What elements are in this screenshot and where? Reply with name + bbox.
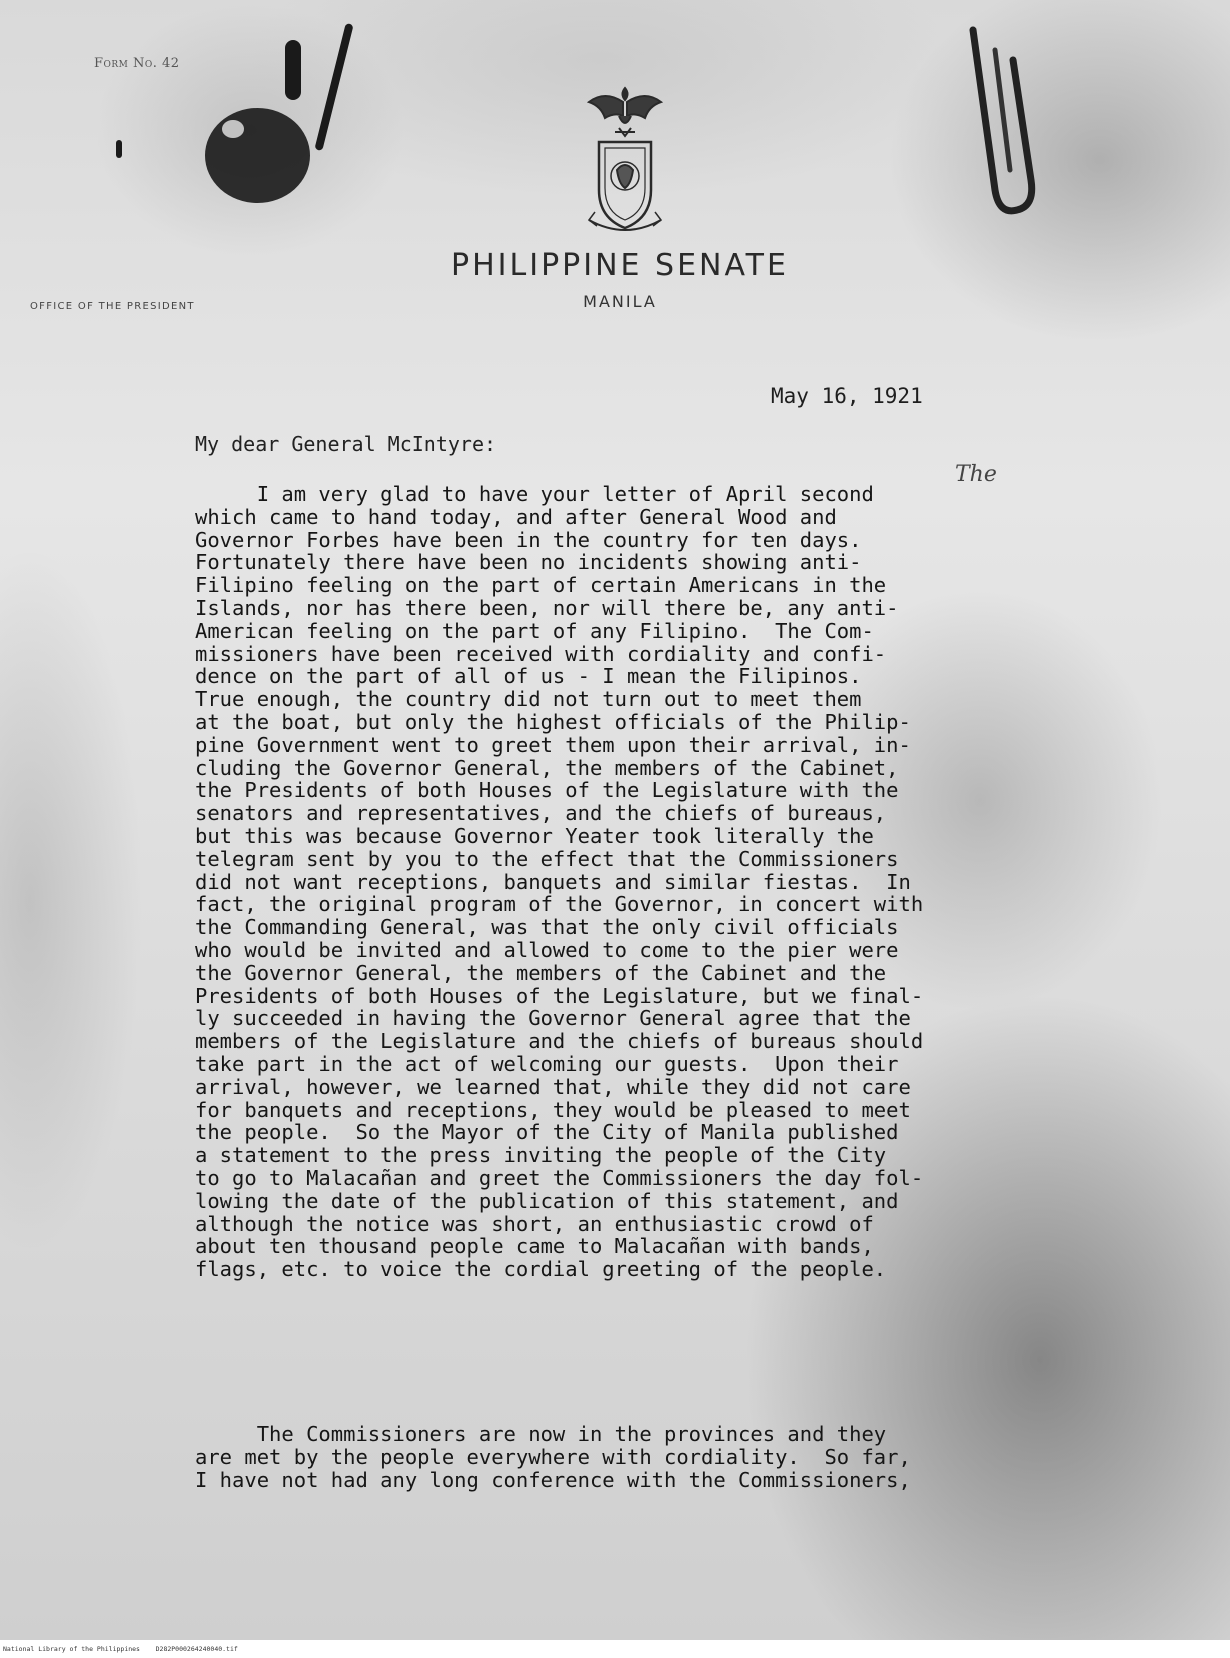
text-line: a statement to the press inviting the people of the City <box>195 1143 887 1168</box>
text-line: ly succeeded in having the Governor General agree that the <box>195 1006 911 1031</box>
text-line: I have not had any long conference with the Commissioners, <box>195 1467 911 1492</box>
text-line: The Commissioners are now in the provinces and they <box>195 1422 887 1446</box>
text-line: for banquets and receptions, they would be pleased to meet <box>195 1097 911 1122</box>
text-line: arrival, however, we learned that, while they did not care <box>195 1074 911 1099</box>
text-line: flags, etc. to voice the cordial greeting of the people. <box>195 1257 887 1282</box>
letter-date: May 16, 1921 <box>771 384 923 408</box>
text-line: Filipino feeling on the part of certain Americans in the <box>195 573 887 598</box>
text-line: take part in the act of welcoming our guests. Upon their <box>195 1051 899 1076</box>
body-paragraph-1 <box>195 483 923 1281</box>
letterhead-city: MANILA <box>583 292 657 311</box>
body-paragraph-2 <box>195 1423 911 1491</box>
text-line: the Presidents of both Houses of the Legislature with the <box>195 778 899 803</box>
handwritten-annotation: The <box>955 462 997 487</box>
text-line: which came to hand today, and after General Wood and <box>195 504 837 529</box>
text-line: pine Government went to greet them upon their arrival, in- <box>195 732 911 757</box>
text-line: the Governor General, the members of the Cabinet and the <box>195 960 887 985</box>
text-line: fact, the original program of the Governor, in concert with <box>195 892 924 917</box>
senate-seal-icon <box>575 80 675 240</box>
text-line: True enough, the country did not turn out to meet them <box>195 687 862 712</box>
text-line: did not want receptions, banquets and similar fiestas. In <box>195 869 911 894</box>
text-line: Governor Forbes have been in the country for ten days. <box>195 527 862 552</box>
letterhead-title: PHILIPPINE SENATE <box>451 248 789 283</box>
text-line: American feeling on the part of any Filipino. The Com- <box>195 618 874 643</box>
text-line: cluding the Governor General, the members of the Cabinet, <box>195 755 899 780</box>
text-line: senators and representatives, and the chiefs of bureaus, <box>195 801 887 826</box>
office-of-the-president: OFFICE OF THE PRESIDENT <box>30 301 195 312</box>
text-line: the people. So the Mayor of the City of Manila published <box>195 1120 899 1145</box>
text-line: Fortunately there have been no incidents showing anti- <box>195 550 862 575</box>
text-line: although the notice was short, an enthusiastic crowd of <box>195 1211 874 1236</box>
text-line: I am very glad to have your letter of April second <box>195 482 874 506</box>
salutation: My dear General McIntyre: <box>195 432 497 456</box>
text-line: missioners have been received with cordiality and confi- <box>195 641 887 666</box>
text-line: telegram sent by you to the effect that the Commissioners <box>195 846 899 871</box>
text-line: lowing the date of the publication of this statement, and <box>195 1188 899 1213</box>
text-line: members of the Legislature and the chiefs of bureaus should <box>195 1029 924 1054</box>
text-line: Presidents of both Houses of the Legislature, but we final- <box>195 983 924 1008</box>
text-line: are met by the people everywhere with cordiality. So far, <box>195 1444 911 1469</box>
form-number: Form No. 42 <box>94 56 180 71</box>
text-line: at the boat, but only the highest officials of the Philip- <box>195 709 911 734</box>
text-line: who would be invited and allowed to come to the pier were <box>195 937 899 962</box>
text-line: dence on the part of all of us - I mean the Filipinos. <box>195 664 862 689</box>
text-line: the Commanding General, was that the only civil officials <box>195 915 899 940</box>
archive-footer: National Library of the Philippines D282P000264240040.tif <box>3 1645 238 1653</box>
text-line: about ten thousand people came to Malacañan with bands, <box>195 1234 874 1259</box>
text-line: Islands, nor has there been, nor will there be, any anti- <box>195 595 899 620</box>
text-line: to go to Malacañan and greet the Commissioners the day fol- <box>195 1165 924 1190</box>
text-line: but this was because Governor Yeater took literally the <box>195 823 874 848</box>
